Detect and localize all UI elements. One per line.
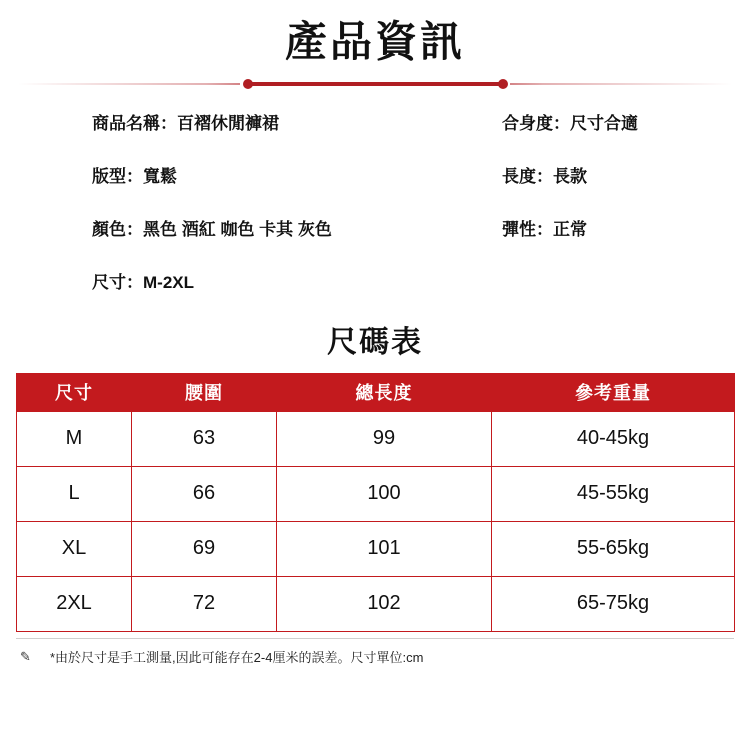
title-divider (0, 77, 750, 91)
note-icon: ✎ (20, 648, 31, 664)
cell-reference-weight: 40-45kg (492, 411, 735, 466)
cell-size: XL (17, 521, 132, 576)
spec-value: M-2XL (143, 272, 194, 292)
table-row (17, 521, 735, 576)
cell-size: M (17, 411, 132, 466)
spec-value: 正常 (553, 219, 587, 239)
spec-value: 百褶休閒褲裙 (177, 113, 279, 133)
cell-reference-weight: 45-55kg (492, 466, 735, 521)
divider-bar (248, 82, 503, 86)
spec-label: 合身度： (502, 113, 570, 133)
column-header-reference-weight: 參考重量 (492, 373, 735, 411)
column-header-total-length: 總長度 (277, 373, 492, 411)
cell-size: 2XL (17, 576, 132, 631)
cell-waist: 72 (132, 576, 277, 631)
table-row (17, 576, 735, 631)
page-title: 產品資訊 (284, 18, 465, 65)
cell-waist: 69 (132, 521, 277, 576)
cell-waist: 66 (132, 466, 277, 521)
cell-reference-weight: 65-75kg (492, 576, 735, 631)
spec-label: 商品名稱： (92, 113, 177, 133)
divider-fade-right (510, 83, 732, 85)
spec-label: 顏色： (92, 219, 143, 239)
cell-total-length: 101 (277, 521, 492, 576)
spec-row-length (502, 162, 638, 215)
cell-total-length: 102 (277, 576, 492, 631)
footnote (16, 649, 734, 667)
spec-label: 版型： (92, 166, 143, 186)
column-header-size: 尺寸 (17, 373, 132, 411)
spec-row-elasticity (502, 215, 638, 268)
spec-column-left (92, 109, 332, 321)
spec-value: 寬鬆 (143, 166, 177, 186)
footnote-text: *由於尺寸是手工測量,因此可能存在2-4厘米的誤差。尺寸單位:cm (50, 649, 424, 665)
cell-reference-weight: 55-65kg (492, 521, 735, 576)
spec-row-product-name (92, 109, 332, 162)
spec-value: 長款 (553, 166, 587, 186)
footnote-divider (16, 638, 734, 639)
table-row (17, 466, 735, 521)
spec-label: 長度： (502, 166, 553, 186)
size-table-wrapper (0, 373, 750, 632)
spec-label: 尺寸： (92, 272, 143, 292)
divider-fade-left (18, 83, 240, 85)
cell-total-length: 100 (277, 466, 492, 521)
table-row (17, 411, 735, 466)
divider-dot-right (498, 79, 508, 89)
cell-total-length: 99 (277, 411, 492, 466)
spec-value: 黑色 酒紅 咖色 卡其 灰色 (143, 219, 332, 239)
table-header-row (17, 373, 735, 411)
size-chart-title: 尺碼表 (327, 325, 423, 359)
spec-row-sizes (92, 268, 332, 321)
spec-row-colors (92, 215, 332, 268)
cell-waist: 63 (132, 411, 277, 466)
column-header-waist: 腰圍 (132, 373, 277, 411)
spec-row-fitting (502, 109, 638, 162)
cell-size: L (17, 466, 132, 521)
spec-value: 尺寸合適 (570, 113, 638, 133)
spec-block (0, 109, 750, 309)
size-table (16, 373, 735, 632)
spec-label: 彈性： (502, 219, 553, 239)
spec-column-right (502, 109, 638, 268)
spec-row-fit-type (92, 162, 332, 215)
